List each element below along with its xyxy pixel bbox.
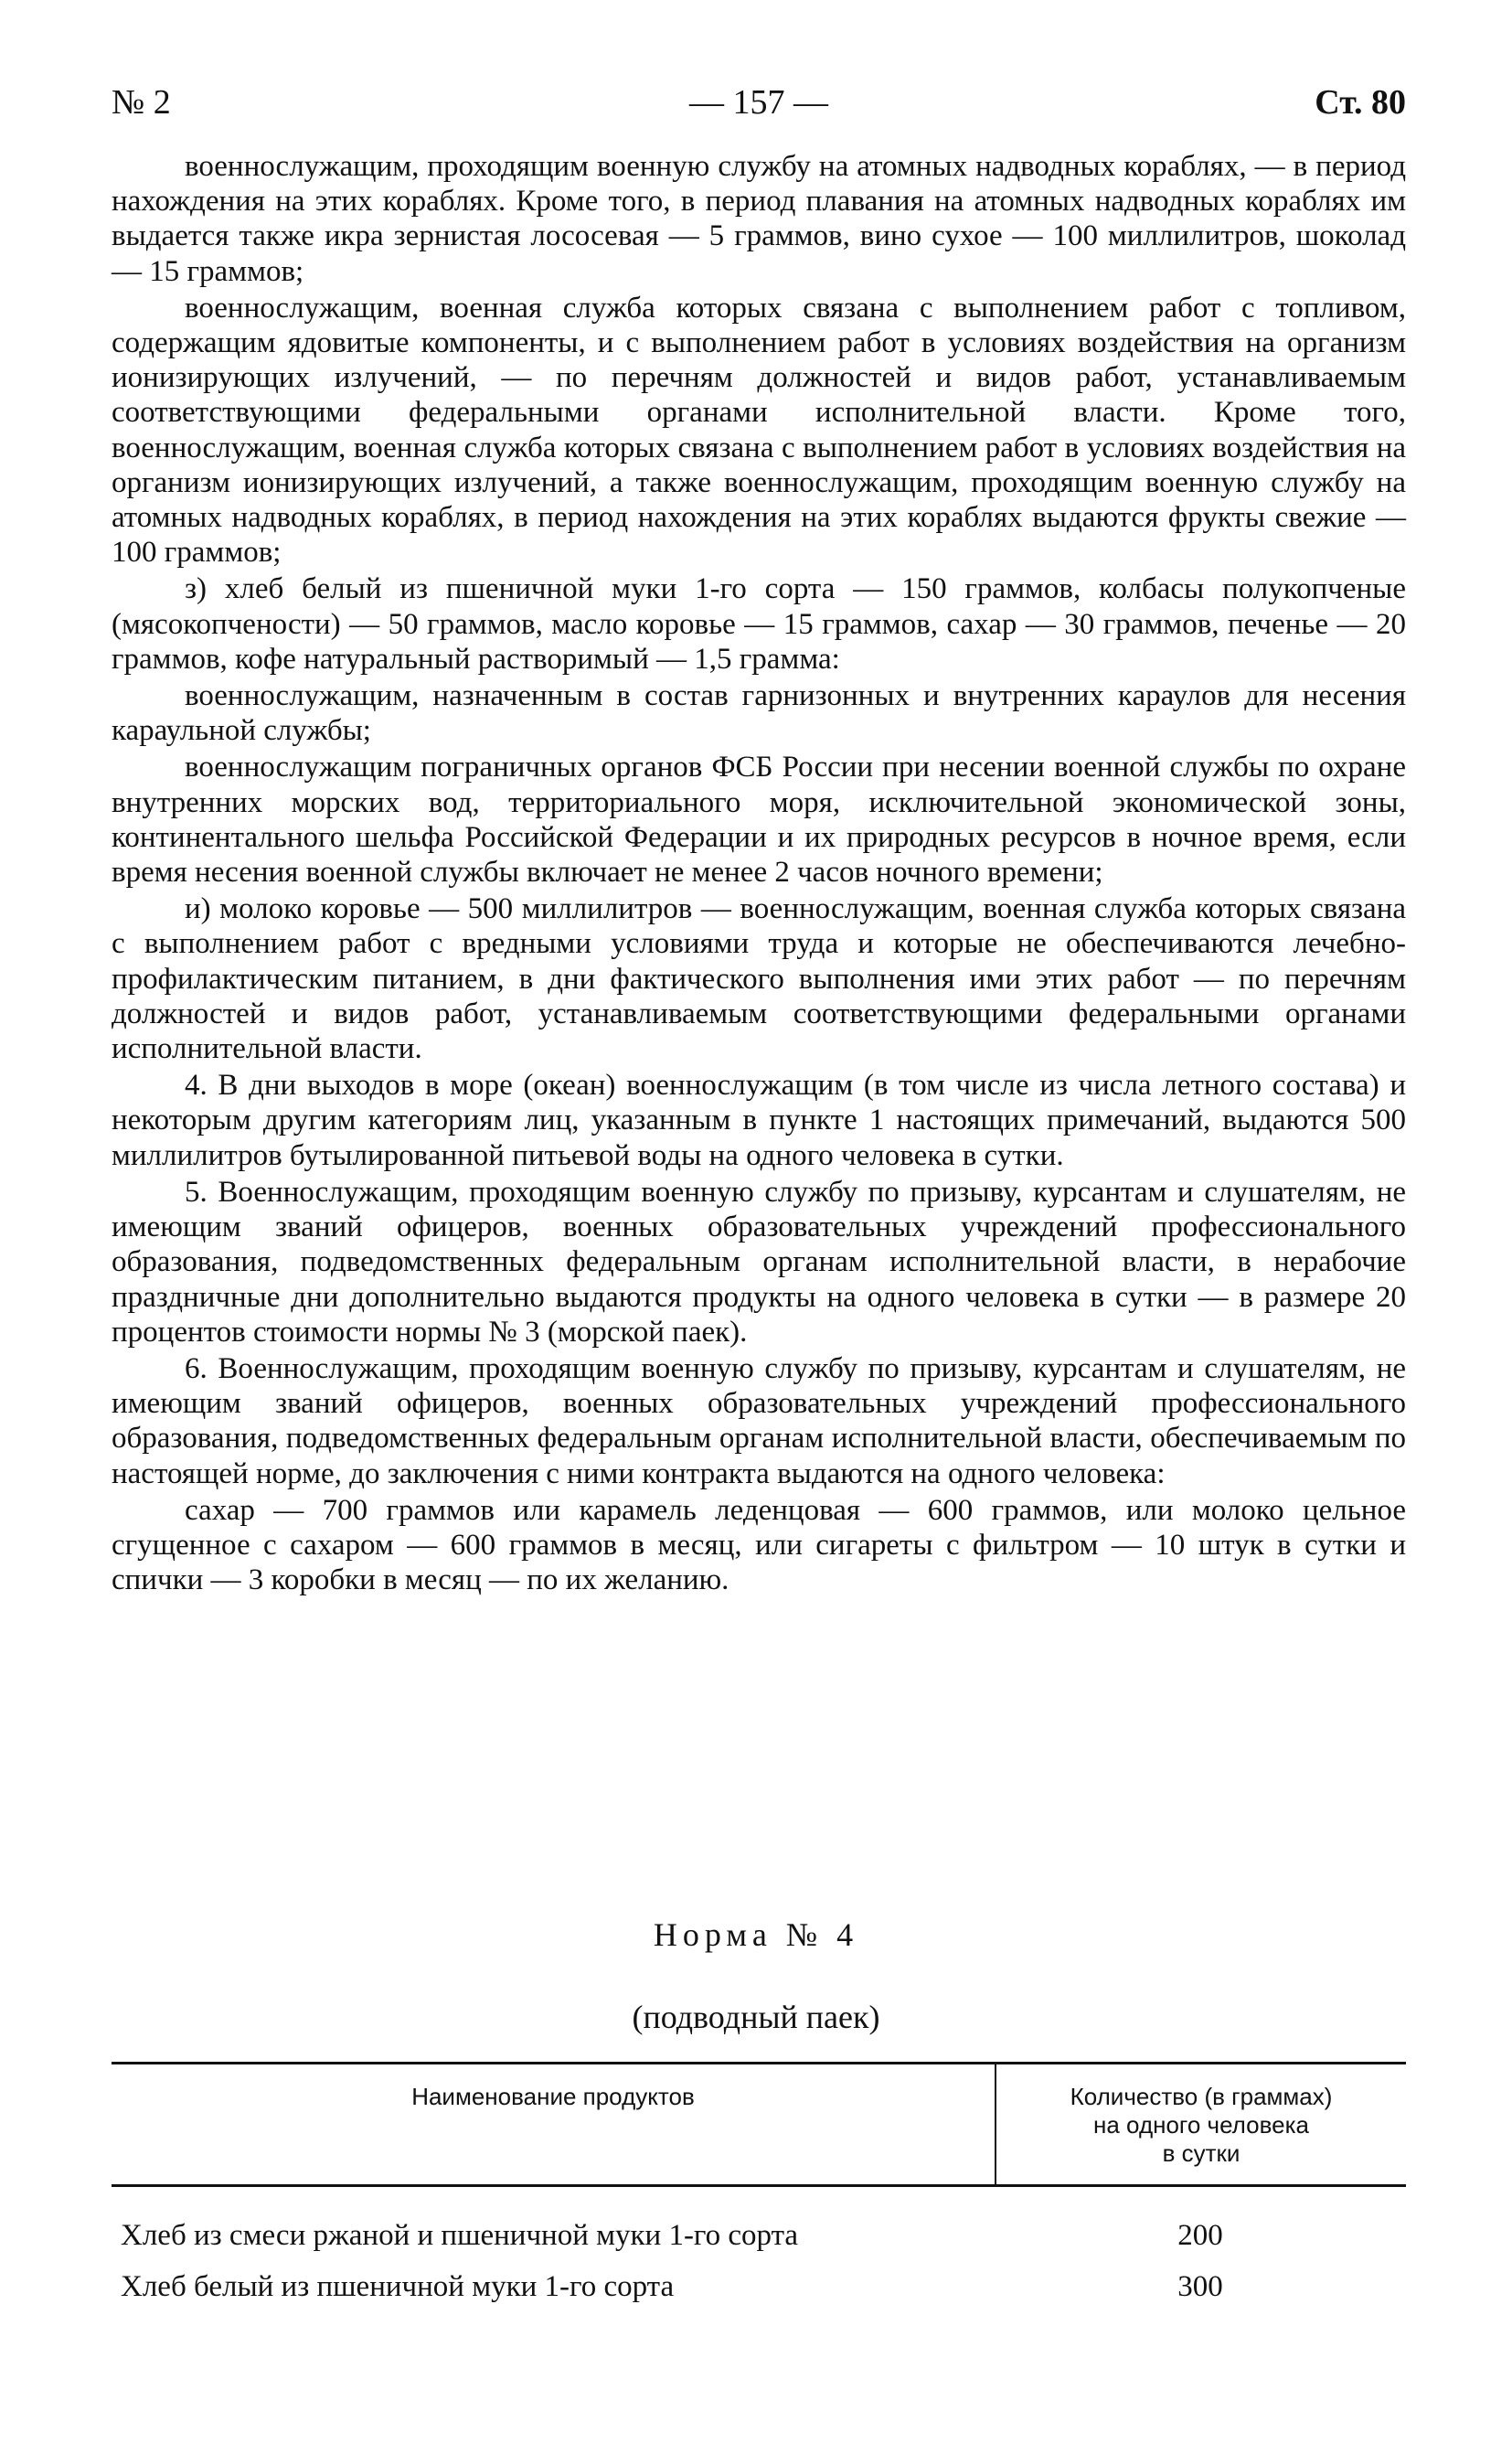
table-header [112, 2062, 1406, 2187]
paragraph: сахар — 700 граммов или карамель леденцовая — 600 граммов, или молоко цельное сгущенное с сахаром — 600 граммов в месяц, или сигареты с фильтром — 10 штук в сутки и спички — 3 коробки в месяц — по их желанию. [112, 1493, 1406, 1597]
page-number: — 157 — [689, 83, 828, 122]
norm-title: Норма № 4 [653, 1916, 859, 1953]
product-quantity: 300 [1177, 2270, 1223, 2303]
article-number: Ст. 80 [1315, 83, 1406, 122]
paragraph: военнослужащим, назначенным в состав гарнизонных и внутренних караулов для несения караульной службы; [112, 679, 1406, 748]
column-header-quantity [996, 2083, 1406, 2168]
paragraph: 5. Военнослужащим, проходящим военную службу по призыву, курсантам и слушателям, не имеющим званий офицеров, военных образовательных учреждений профессионального образования, подведомственных федеральным органам исполнительной власти, в нерабочие праздничные дни дополнительно выдаются продукты на одного человека в сутки — в размере 20 процентов стоимости нормы № 3 (морской паек). [112, 1175, 1406, 1349]
document-body [112, 149, 1406, 1599]
product-name: Хлеб из смеси ржаной и пшеничной муки 1-го сорта [121, 2219, 799, 2252]
paragraph: военнослужащим пограничных органов ФСБ России при несении военной службы по охране внутренних морских вод, территориального моря, исключительной экономической зоны, континентального шельфа Российской Федерации и их природных ресурсов в ночное время, если время несения военной службы включает не менее 2 часов ночного времени; [112, 751, 1406, 890]
product-quantity: 200 [1177, 2219, 1223, 2252]
paragraph: и) молоко коровье — 500 миллилитров — военнослужащим, военная служба которых связана с выполнением работ с вредными условиями труда и которые не обеспечиваются лечебно-профилактическим питанием, в дни фактического выполнения ими этих работ — по перечням должностей и видов работ, устанавливаемым соответствующими федеральными органами исполнительной власти. [112, 892, 1406, 1066]
column-header-quantity-line: на одного человека [1093, 2111, 1309, 2139]
paragraph: з) хлеб белый из пшеничной муки 1-го сорта — 150 граммов, колбасы полукопченые (мясокопчености) — 50 граммов, масло коровье — 15 граммов, сахар — 30 граммов, печенье — 20 граммов, кофе натуральный растворимый — 1,5 грамма: [112, 572, 1406, 676]
paragraph: 6. Военнослужащим, проходящим военную службу по призыву, курсантам и слушателям, не имеющим званий офицеров, военных образовательных учреждений профессионального образования, подведомственных федеральным органам исполнительной власти, обеспечиваемым по настоящей норме, до заключения с ними контракта выдаются на одного человека: [112, 1351, 1406, 1490]
table-row [121, 2264, 1406, 2310]
issue-number: № 2 [112, 83, 171, 122]
column-header-product: Наименование продуктов [411, 2083, 695, 2110]
paragraph: военнослужащим, проходящим военную службу на атомных надводных кораблях, — в период нахождения на этих кораблях. Кроме того, в период плавания на атомных надводных кораблях им выдается также икра зернистая лососевая — 5 граммов, вино сухое — 100 миллилитров, шоколад — 15 граммов; [112, 150, 1406, 288]
page-header [112, 75, 1406, 130]
paragraph: 4. В дни выходов в море (океан) военнослужащим (в том числе из числа летного состава) и некоторым другим категориям лиц, указанным в пункте 1 настоящих примечаний, выдаются 500 миллилитров бутылированной питьевой воды на одного человека в сутки. [112, 1069, 1406, 1172]
paragraph: военнослужащим, военная служба которых связана с выполнением работ с топливом, содержащим ядовитые компоненты, и с выполнением работ в условиях воздействия на организм ионизирующих излучений, — по перечням должностей и видов работ, устанавливаемым соответствующими федеральными органами исполнительной власти. Кроме того, военнослужащим, военная служба которых связана с выполнением работ в условиях воздействия на организм ионизирующих излучений, а также военнослужащим, проходящим военную службу на атомных надводных кораблях, в период нахождения на этих кораблях выдаются фрукты свежие — 100 граммов; [112, 291, 1406, 570]
norm-subtitle: (подводный паек) [632, 1999, 880, 2035]
table-row [121, 2213, 1406, 2258]
column-header-quantity-line: в сутки [1162, 2139, 1240, 2167]
column-header-quantity-line: Количество (в граммах) [1070, 2083, 1333, 2110]
product-name: Хлеб белый из пшеничной муки 1-го сорта [121, 2270, 675, 2303]
